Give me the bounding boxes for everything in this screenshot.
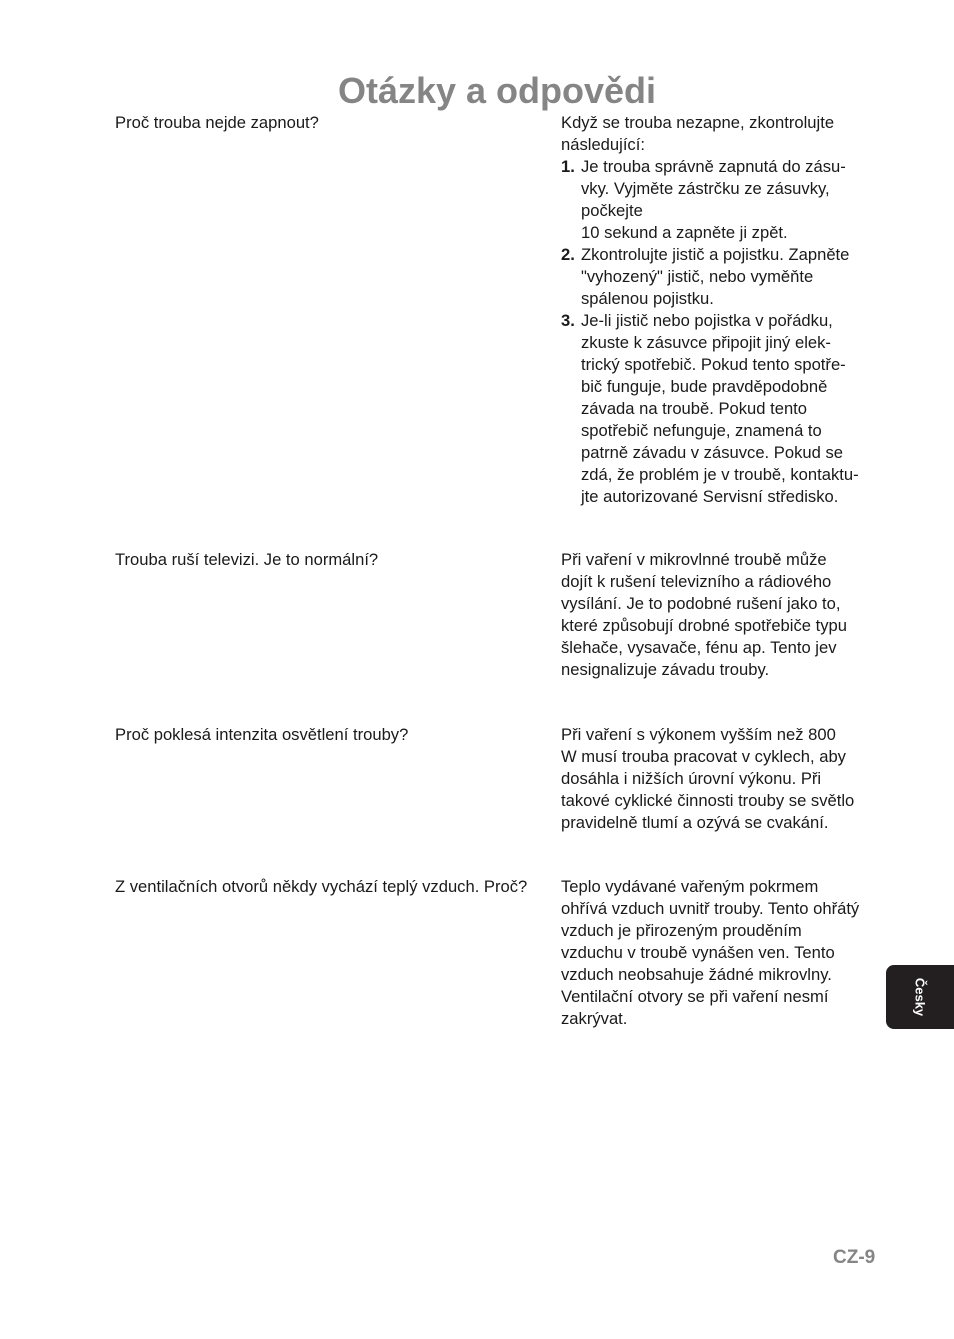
- answer-line: dojít k rušení televizního a rádiového: [561, 572, 832, 591]
- answer-line: které způsobují drobné spotřebiče typu: [561, 616, 847, 635]
- answer-line: závada na troubě. Pokud tento: [581, 399, 808, 418]
- answer-line: zkuste k zásuvce připojit jiný elek-: [581, 333, 831, 352]
- answer-line: šlehače, vysavače, fénu ap. Tento jev: [561, 638, 837, 657]
- answer-line: vzduch je přirozeným prouděním: [561, 921, 802, 940]
- answer-line: takové cyklické činnosti trouby se světlo: [561, 791, 855, 810]
- faq-answer: [561, 724, 891, 834]
- answer-line: zakrývat.: [561, 1009, 628, 1028]
- item-number: 3.: [561, 311, 575, 330]
- answer-line: Je-li jistič nebo pojistka v pořádku,: [581, 311, 833, 330]
- answer-line: nesignalizuje závadu trouby.: [561, 660, 770, 679]
- item-number: 2.: [561, 245, 575, 264]
- answer-line: W musí trouba pracovat v cyklech, aby: [561, 747, 846, 766]
- answer-line: patrně závadu v zásuvce. Pokud se: [581, 443, 843, 462]
- checklist-item: [561, 156, 891, 244]
- faq-answer: [561, 876, 891, 1030]
- answer-line: trický spotřebič. Pokud tento spotře-: [581, 355, 846, 374]
- answer-line: spotřebič nefunguje, znamená to: [581, 421, 822, 440]
- answer-line: Při vaření s výkonem vyšším než 800: [561, 725, 836, 744]
- page-number: CZ-9: [833, 1247, 876, 1268]
- answer-line: Když se trouba nezapne, zkontrolujte: [561, 113, 835, 132]
- answer-line: vysílání. Je to podobné rušení jako to,: [561, 594, 841, 613]
- answer-line: Je trouba správně zapnutá do zásu-: [581, 157, 846, 176]
- answer-line: bič funguje, bude pravděpodobně: [581, 377, 828, 396]
- answer-line: počkejte: [581, 201, 643, 220]
- item-number: 1.: [561, 157, 575, 176]
- answer-line: spálenou pojistku.: [581, 289, 714, 308]
- checklist: [561, 156, 891, 508]
- faq-answer: [561, 112, 891, 508]
- answer-line: Teplo vydávané vařeným pokrmem: [561, 877, 819, 896]
- answer-line: vzduchu v troubě vynášen ven. Tento: [561, 943, 835, 962]
- answer-line: následující:: [561, 135, 645, 154]
- answer-line: Zkontrolujte jistič a pojistku. Zapněte: [581, 245, 850, 264]
- faq-answer: [561, 549, 891, 681]
- page-title: Otázky a odpovědi: [337, 70, 657, 112]
- answer-line: zdá, že problém je v troubě, kontaktu-: [581, 465, 859, 484]
- answer-line: dosáhla i nižších úrovní výkonu. Při: [561, 769, 822, 788]
- faq-question: Z ventilačních otvorů někdy vychází teplý vzduch. Proč?: [115, 877, 528, 896]
- language-tab: [886, 965, 954, 1029]
- answer-line: jte autorizované Servisní středisko.: [581, 487, 839, 506]
- faq-question: Proč trouba nejde zapnout?: [115, 113, 319, 132]
- answer-line: vky. Vyjměte zástrčku ze zásuvky,: [581, 179, 830, 198]
- answer-line: "vyhozený" jistič, nebo vyměňte: [581, 267, 814, 286]
- answer-line: Při vaření v mikrovlnné troubě může: [561, 550, 827, 569]
- answer-line: vzduch neobsahuje žádné mikrovlny.: [561, 965, 832, 984]
- checklist-item: [561, 244, 891, 310]
- checklist-item: [561, 310, 891, 508]
- answer-line: ohřívá vzduch uvnitř trouby. Tento ohřátý: [561, 899, 860, 918]
- answer-line: Ventilační otvory se při vaření nesmí: [561, 987, 829, 1006]
- faq-question: Trouba ruší televizi. Je to normální?: [115, 550, 379, 569]
- language-tab-label: Česky: [912, 977, 928, 1017]
- answer-line: pravidelně tlumí a ozývá se cvakání.: [561, 813, 829, 832]
- faq-question: Proč poklesá intenzita osvětlení trouby?: [115, 725, 409, 744]
- answer-line: 10 sekund a zapněte ji zpět.: [581, 223, 788, 242]
